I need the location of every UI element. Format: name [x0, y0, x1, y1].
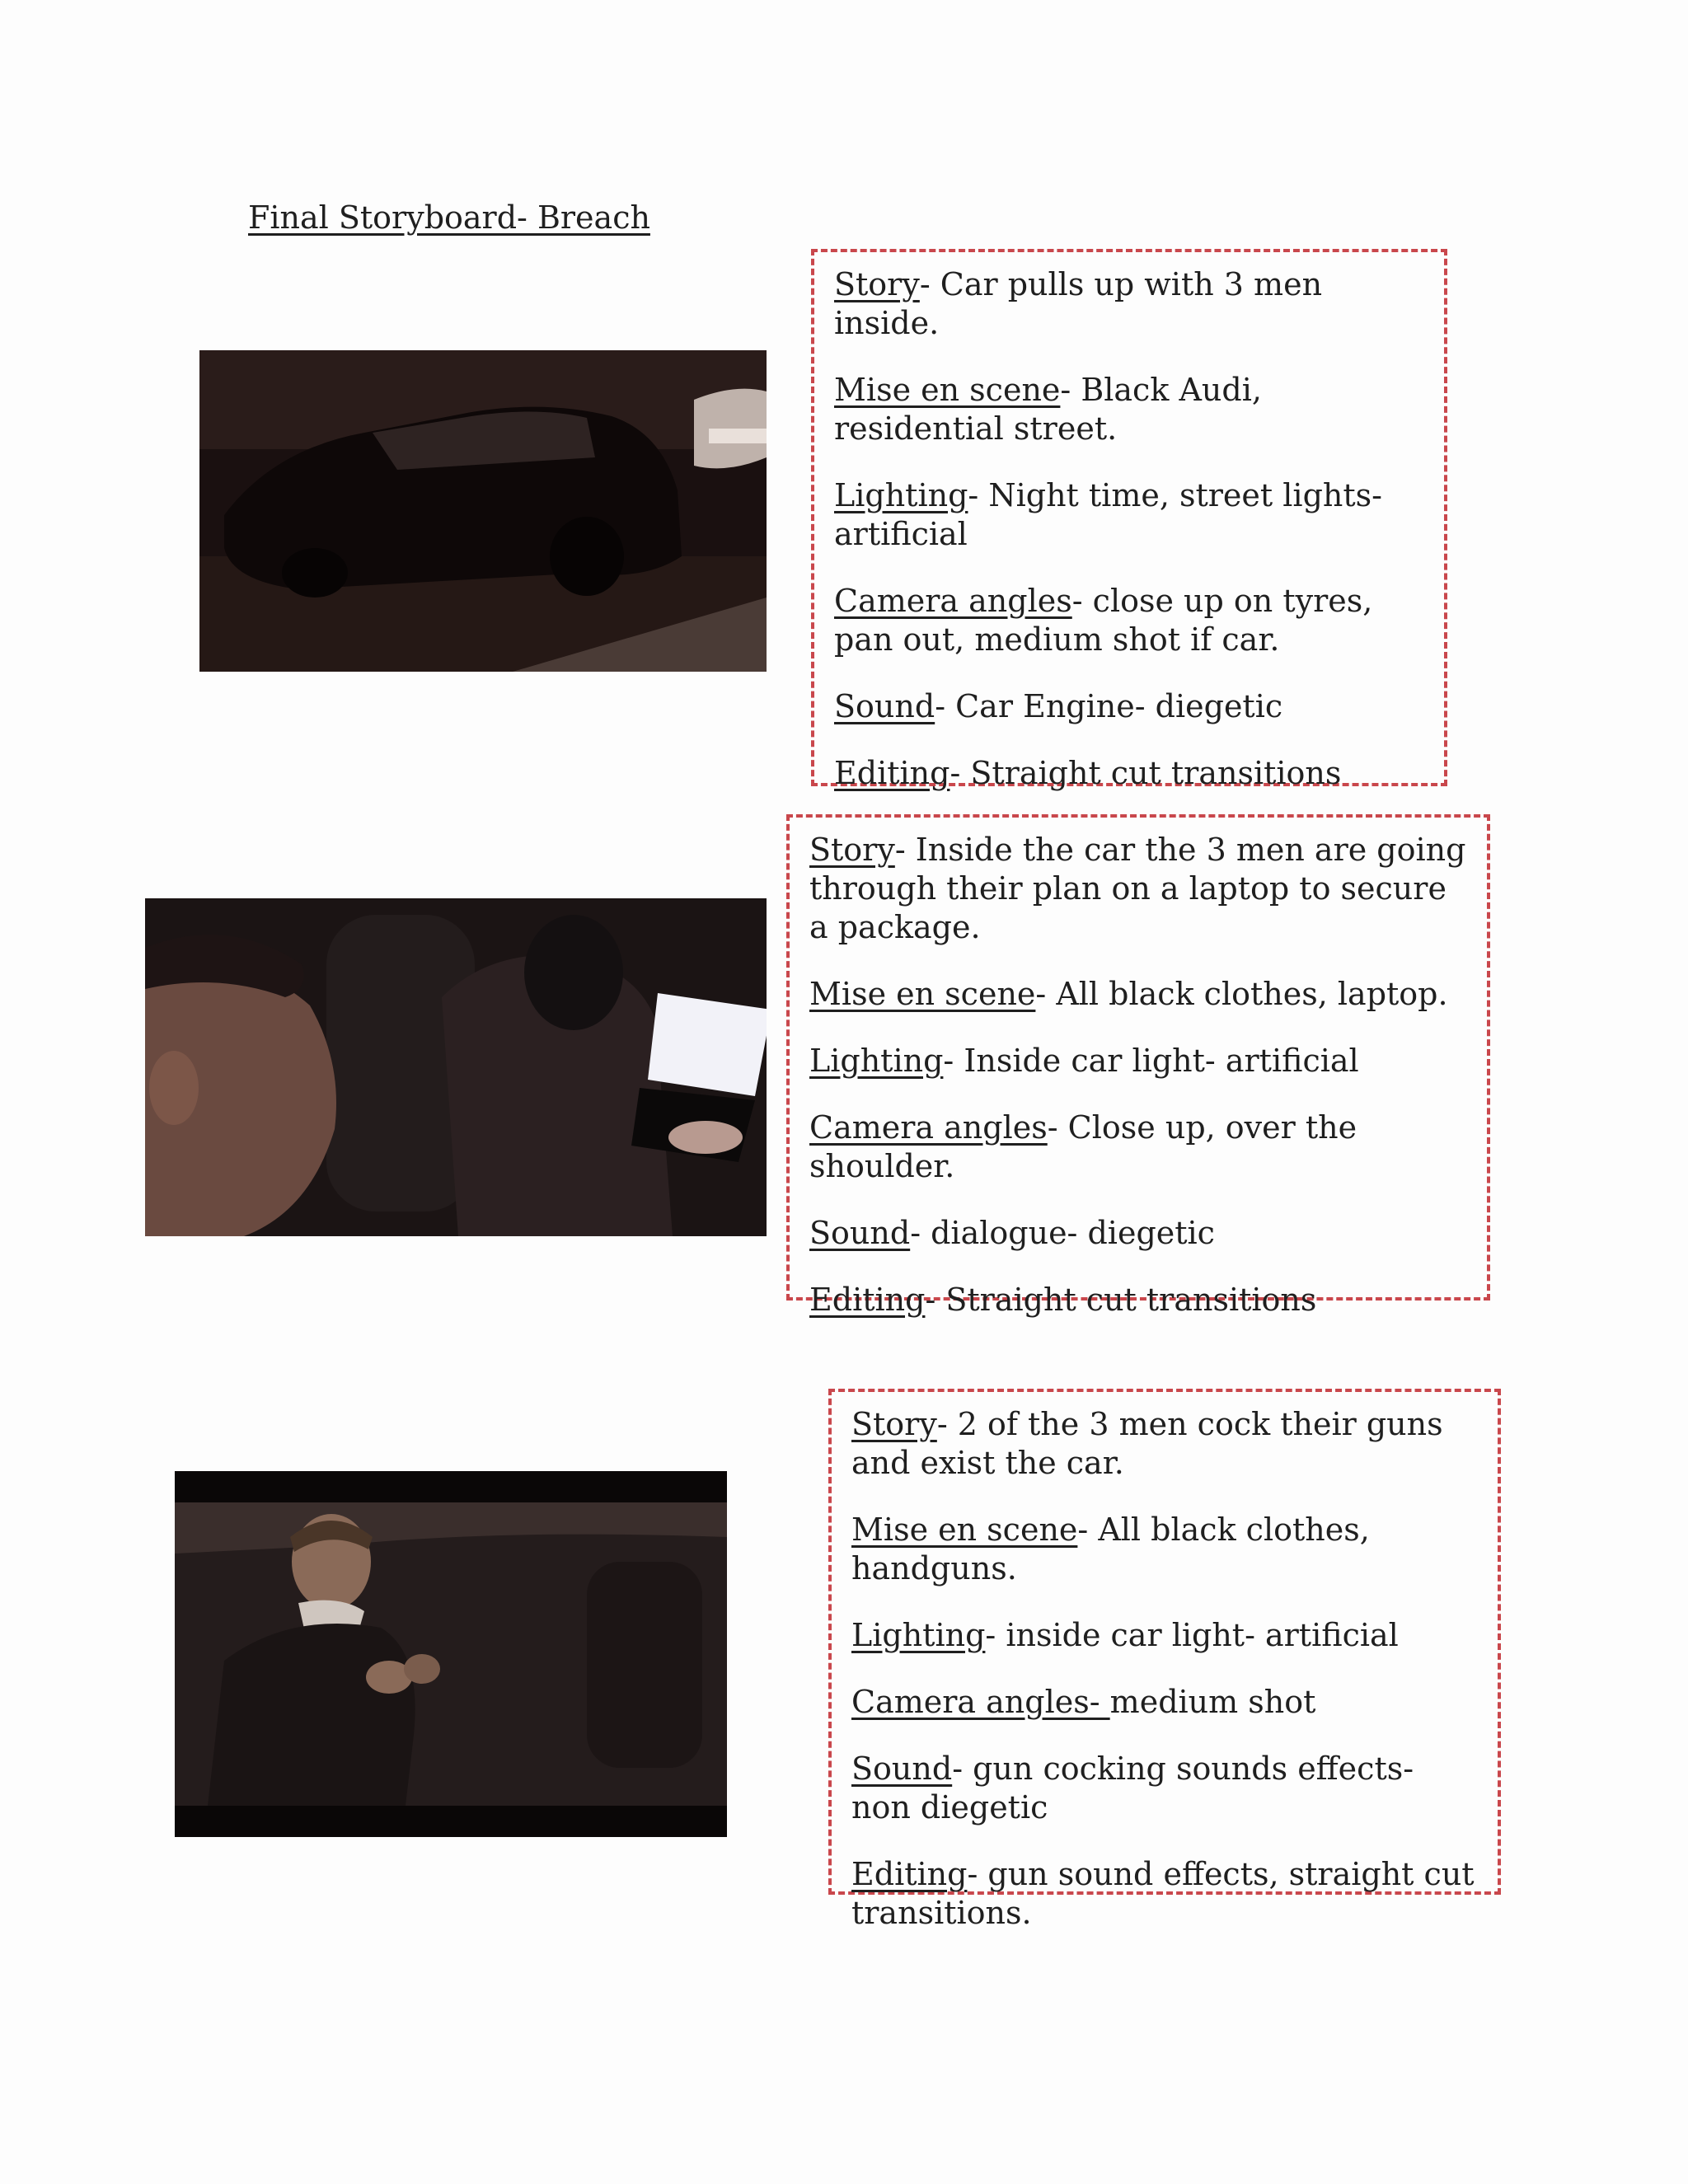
note-sound: Sound- Car Engine- diegetic — [834, 688, 1283, 724]
note-camera-angles: Camera angles- Close up, over the shoulder. — [809, 1109, 1357, 1184]
note-sound: Sound- dialogue- diegetic — [809, 1215, 1215, 1251]
note-story: Story- Inside the car the 3 men are going through their plan on a laptop to secure a package. — [809, 832, 1466, 945]
shot-2-notes — [786, 814, 1490, 1318]
note-camera-angles: Camera angles- medium shot — [851, 1684, 1316, 1720]
note-story: Story- Car pulls up with 3 men inside. — [834, 266, 1323, 341]
note-story: Story- 2 of the 3 men cock their guns and exist the car. — [851, 1406, 1443, 1481]
shot-3-notes — [828, 1389, 1501, 1931]
car-night-street-image — [199, 350, 767, 672]
note-sound: Sound- gun cocking sounds effects- non diegetic — [851, 1750, 1414, 1825]
shot-2-image — [145, 898, 767, 1236]
note-editing: Editing- gun sound effects, straight cut transitions. — [851, 1856, 1475, 1931]
man-cocking-gun-image — [175, 1471, 727, 1837]
shot-3-image — [175, 1471, 727, 1837]
note-editing: Editing- Straight cut transitions — [809, 1282, 1317, 1318]
note-mise-en-scene: Mise en scene- Black Audi, residential street. — [834, 372, 1262, 447]
note-lighting: Lighting- Inside car light- artificial — [809, 1043, 1359, 1079]
note-lighting: Lighting- Night time, street lights- artificial — [834, 477, 1382, 552]
note-lighting: Lighting- inside car light- artificial — [851, 1617, 1399, 1653]
note-camera-angles: Camera angles- close up on tyres, pan out, medium shot if car. — [834, 583, 1373, 658]
page-title: Final Storyboard- Breach — [248, 199, 650, 236]
men-in-car-laptop-image — [145, 898, 767, 1236]
shot-1-notes — [811, 249, 1447, 791]
shot-1-image — [199, 350, 767, 672]
note-mise-en-scene: Mise en scene- All black clothes, laptop. — [809, 976, 1448, 1012]
note-mise-en-scene: Mise en scene- All black clothes, handguns. — [851, 1511, 1370, 1586]
note-editing: Editing- Straight cut transitions — [834, 755, 1342, 791]
